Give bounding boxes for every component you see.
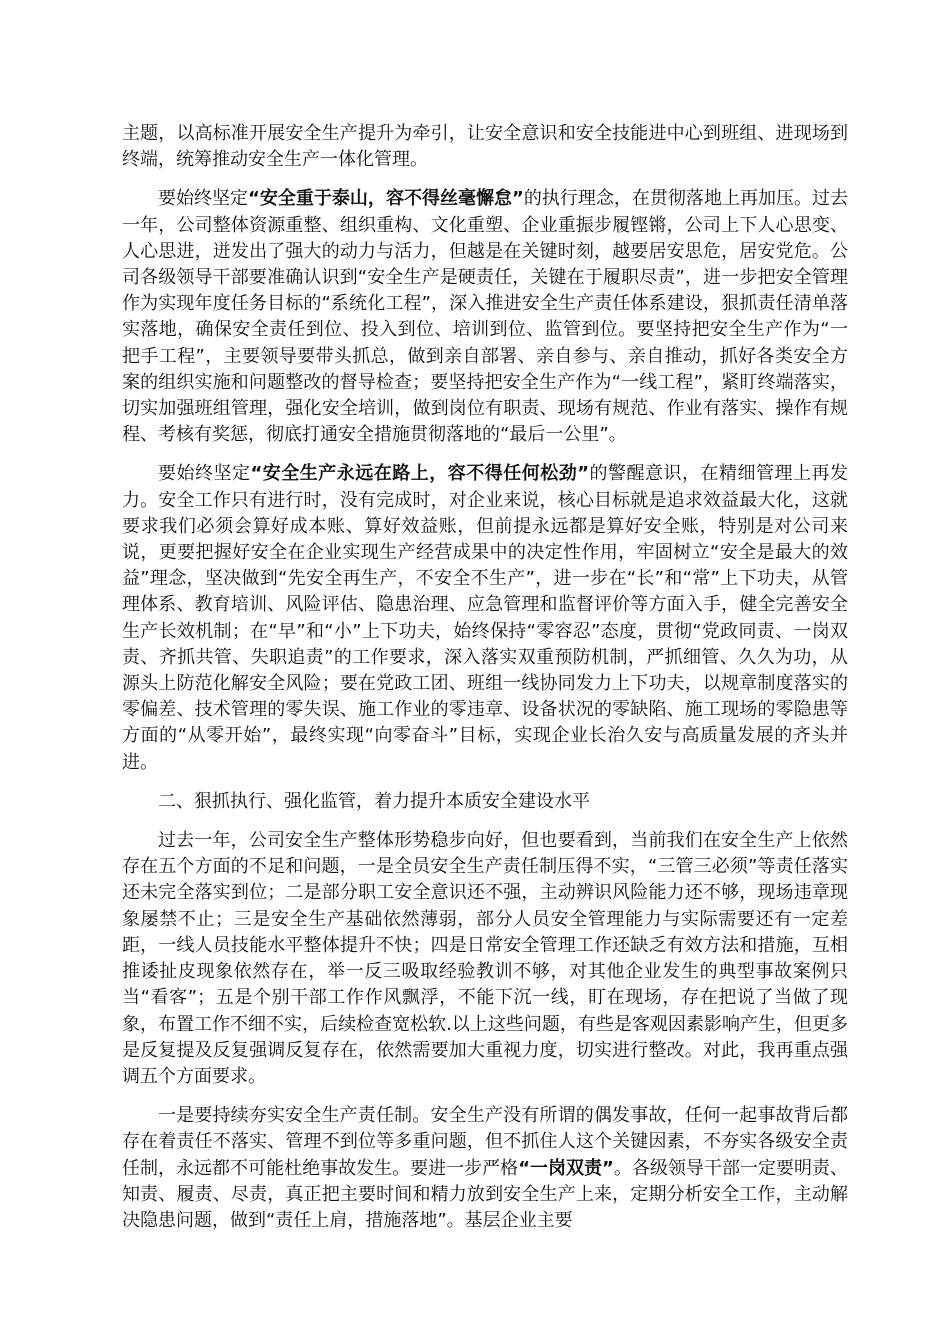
paragraph-1: 主题，以高标准开展安全生产提升为牵引，让安全意识和安全技能进中心到班组、进现场到终端，统筹推动安全生产一体化管理。: [122, 123, 848, 171]
paragraph-2-bold-quote: “安全重于泰山，容不得丝毫懈怠”: [248, 188, 524, 210]
paragraph-5: [122, 1103, 848, 1234]
section-heading-2: 二、狠抓执行、强化监管，着力提升本质安全建设水平: [158, 790, 590, 812]
paragraph-5-body: 。各级领导干部一定要明责、知责、履责、尽责，真正把主要时间和精力放到安全生产上来，定期分析安全工作，主动解决隐患问题，做到“责任上肩，措施落地”。基层企业主要: [122, 1157, 848, 1231]
paragraph-5-bold-quote: “一岗双责”: [518, 1157, 614, 1179]
paragraph-3-bold-quote: “安全生产永远在路上，容不得任何松劲”: [250, 463, 590, 485]
paragraph-3-body: 的警醒意识，在精细管理上再发力。安全工作只有进行时，没有完成时，对企业来说，核心目标就是追求效益最大化，这就要求我们必须会算好成本账、算好效益账，但前提永远都是算好安全账，特别是对公司来说，更要把握好安全在企业实现生产经营成果中的决定性作用，牢固树立“安全是最大的效益”理念，坚决做到“先安全再生产，不安全不生产”，进一步在“长”和“常”上下功夫，从管理体系、教育培训、风险评估、隐患治理、应急管理和监督评价等方面入手，健全完善安全生产长效机制；在“早”和“小”上下功夫，始终保持“零容忍”态度，贯彻“党政同责、一岗双责、齐抓共管、失职追责”的工作要求，深入落实双重预防机制，严抓细管、久久为功，从源头上防范化解安全风险；要在党政工团、班组一线协同发力上下功夫，以规章制度落实的零偏差、技术管理的零失误、施工作业的零违章、设备状况的零缺陷、施工现场的零隐患等方面的“从零开始”，最终实现“向零奋斗”目标，实现企业长治久安与高质量发展的齐头并进。: [122, 463, 848, 773]
paragraph-4: 过去一年，公司安全生产整体形势稳步向好，但也要看到，当前我们在安全生产上依然存在五个方面的不足和问题，一是全员安全生产责任制压得不实，“三管三必须”等责任落实还未完全落实到位；二是部分职工安全意识还不强，主动辨识风险能力还不够，现场违章现象屡禁不止；三是安全生产基础依然薄弱，部分人员安全管理能力与实际需要还有一定差距，一线人员技能水平整体提升不快；四是日常安全管理工作还缺乏有效方法和措施，互相推诿扯皮现象依然存在，举一反三吸取经验教训不够，对其他企业发生的典型事故案例只当“看客”；五是个别干部工作作风飘浮，不能下沉一线，盯在现场，存在把说了当做了现象，布置工作不细不实，后续检查宽松软.以上这些问题，有些是客观因素影响产生，但更多是反复提及反复强调反复存在，依然需要加大重视力度，切实进行整改。对此，我再重点强调五个方面要求。: [122, 830, 848, 1087]
paragraph-2-body: 的执行理念，在贯彻落地上再加压。过去一年，公司整体资源重整、组织重构、文化重塑、企业重振步履铿锵，公司上下人心思变、人心思进，迸发出了强大的动力与活力，但越是在关键时刻，越要居安思危，居安党危。公司各级领导干部要准确认识到“安全生产是硬责任，关键在于履职尽责”，进一步把安全管理作为实现年度任务目标的“系统化工程”，深入推进安全生产责任体系建设，狠抓责任清单落实落地，确保安全责任到位、投入到位、培训到位、监管到位。要坚持把安全生产作为“一把手工程”，主要领导要带头抓总，做到亲自部署、亲自参与、亲自推动，抓好各类安全方案的组织实施和问题整改的督导检查；要坚持把安全生产作为“一线工程”，紧盯终端落实，切实加强班组管理，强化安全培训，做到岗位有职责、现场有规范、作业有落实、操作有规程、考核有奖惩，彻底打通安全措施贯彻落地的“最后一公里”。: [122, 188, 848, 446]
paragraph-5-prefix: 一是要持续夯实安全生产责任制。安全生产没有所谓的偶发事故，任何一起事故背后都存在着责任不落实、管理不到位等多重问题，但不抓住人这个关键因素，不夯实各级安全责任制，永远都不可能杜绝事故发生。要进一步严格: [122, 1105, 848, 1179]
document-page: [122, 121, 848, 1247]
paragraph-3: [122, 461, 848, 775]
paragraph-3-prefix: 要始终坚定: [158, 463, 251, 485]
paragraph-2: [122, 186, 848, 448]
paragraph-2-prefix: 要始终坚定: [158, 188, 249, 210]
